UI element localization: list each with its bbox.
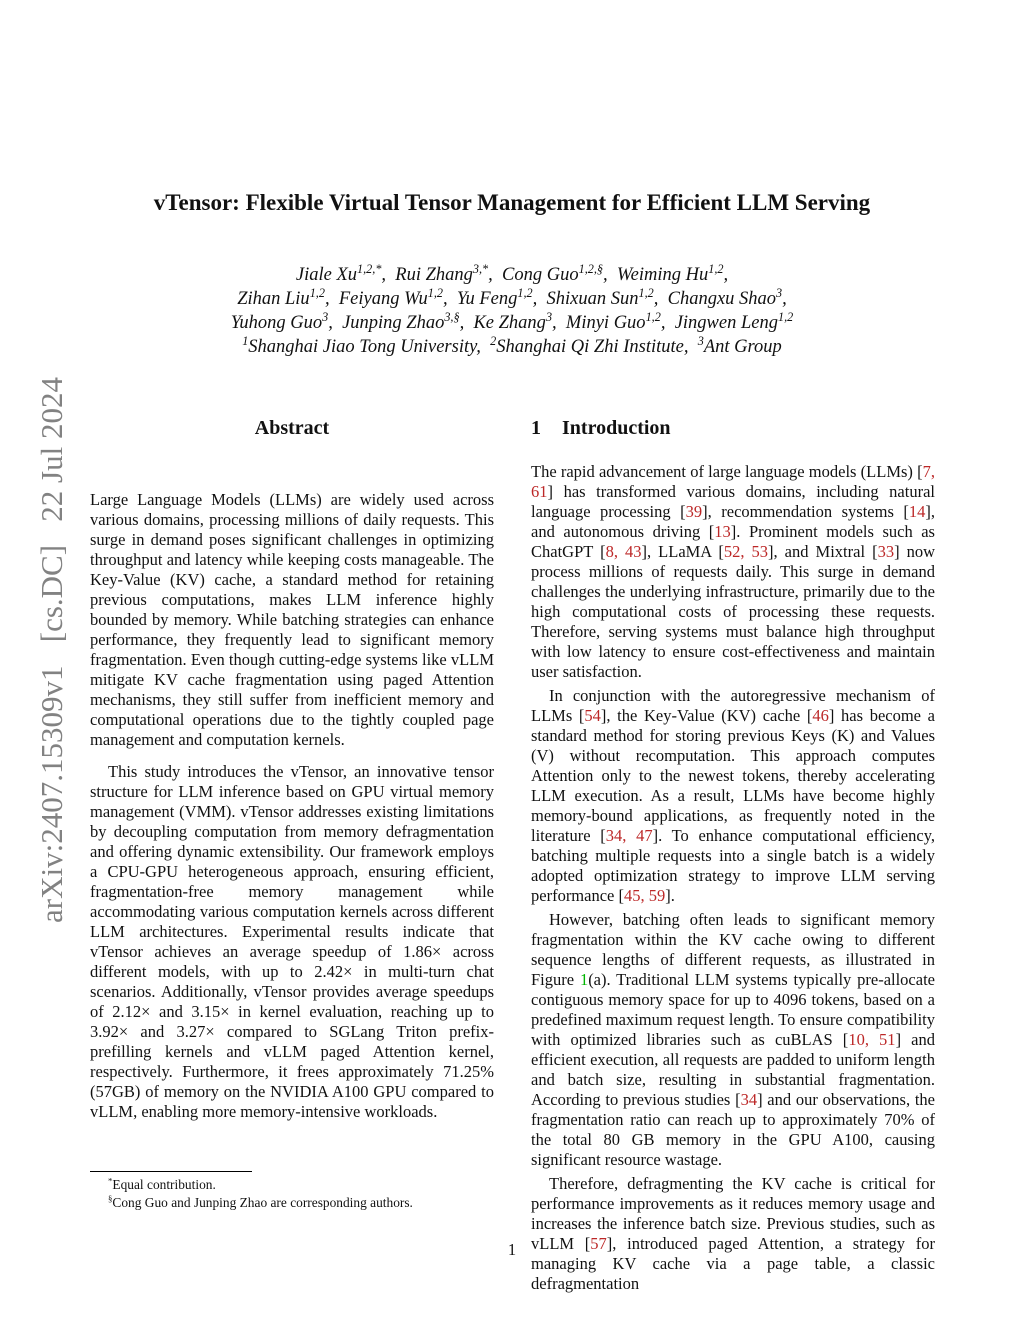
text-segment: ,: [459, 313, 474, 333]
abstract-heading: Abstract: [254, 417, 330, 439]
intro-paragraph-2: [531, 686, 935, 906]
text-segment: Changxu Shao: [667, 289, 777, 309]
text-segment: ] now process millions of requests daily. This surge in demand challenges the underlying infrastructure, primarily due to the high computational costs of processing these requests. Therefore, serving systems must balance high throughput with low latency to ensure cost-effectiveness and maintain user satisfaction.: [531, 542, 936, 681]
footnote-equal-contribution: [90, 1176, 494, 1194]
superscript: 1,2,*: [357, 261, 382, 276]
superscript: 1,2: [777, 309, 794, 324]
text-segment: ], LLaMA [: [641, 542, 724, 561]
left-column: [90, 415, 494, 1134]
superscript: 3: [322, 309, 329, 324]
text-segment: In conjunction with the autoregressive mechanism of LLMs [: [531, 686, 935, 725]
text-segment: (a). Traditional LLM systems typically pre-allocate contiguous memory space for up to 4096 tokens, based on a predefined maximum request length. To ensure compatibility with optimized libraries such as cuBLAS [: [531, 970, 935, 1049]
abstract-paragraph-1: [90, 490, 494, 750]
author-block: [0, 263, 1024, 359]
superscript: 1: [242, 333, 249, 348]
superscript: 3: [545, 309, 553, 324]
text-segment: Shanghai Jiao Tong University,: [248, 337, 491, 357]
citation-link[interactable]: 46: [812, 706, 829, 725]
text-segment: ] has transformed various domains, including natural language processing [: [531, 482, 935, 521]
text-segment: ], and autonomous driving [: [531, 502, 935, 541]
text-segment: Ant Group: [703, 337, 782, 357]
citation-link[interactable]: 7, 61: [531, 462, 935, 501]
superscript: §: [108, 1193, 113, 1204]
text-segment: ].: [665, 886, 675, 905]
paper-title: vTensor: Flexible Virtual Tensor Management for Efficient LLM Serving: [153, 190, 871, 215]
citation-link[interactable]: 39: [685, 502, 703, 521]
text-segment: ,: [603, 265, 617, 285]
author-line-1: [0, 263, 1024, 287]
superscript: 2: [490, 333, 497, 348]
text-segment: ,: [552, 313, 566, 333]
text-segment: ,: [328, 313, 343, 333]
text-segment: Yu Feng: [456, 289, 518, 309]
footnote-corresponding-authors: [90, 1194, 494, 1212]
intro-paragraph-4: [531, 1174, 935, 1294]
text-segment: Feiyang Wu: [338, 289, 428, 309]
text-segment: ,: [442, 289, 457, 309]
text-segment: Large Language Models (LLMs) are widely used across various domains, processing millions of daily requests. This surge in demand poses significant challenges in optimizing throughput and latency while keeping costs manageable. The Key-Value (KV) cache, a standard method for retaining previous computations, makes LLM inference highly bounded by memory. While batching strategies can enhance performance, they frequently lead to significant memory fragmentation. Even though cutting-edge systems like vLLM mitigate KV cache fragmentation using paged Attention mechanisms, they still suffer from inefficient memory and computational operations due to the tightly coupled page management and computation kernels.: [90, 490, 494, 749]
text-segment: Ke Zhang: [473, 313, 546, 333]
intro-paragraph-1: [531, 462, 935, 682]
section-title: Introduction: [562, 417, 671, 439]
superscript: 1,2: [638, 285, 654, 300]
text-segment: Rui Zhang: [395, 265, 473, 285]
arxiv-watermark: arXiv:2407.15309v1 [cs.DC] 22 Jul 2024: [34, 377, 69, 923]
superscript: 3,§: [444, 309, 460, 324]
text-segment: Yuhong Guo: [230, 313, 323, 333]
section-number: 1: [531, 417, 541, 439]
text-segment: Cong Guo and Junping Zhao are corresponding authors.: [112, 1195, 413, 1210]
author-line-2: [0, 287, 1024, 311]
superscript: 1,2: [427, 285, 443, 300]
text-segment: This study introduces the vTensor, an innovative tensor structure for LLM inference based on GPU virtual memory management (VMM). vTensor addresses existing limitations by decoupling computation from memory defragmentation and offering dynamic extensibility. Our framework employs a CPU-GPU heterogeneous approach, ensuring efficient, fragmentation-free memory management while accommodating various computation kernels across different LLM architectures. Experimental results indicate that vTensor achieves an average speedup of 1.86× across different models, with up to 2.42× in multi-turn chat scenarios. Additionally, vTensor provides average speedups of 2.12× and 3.15× in kernel evaluation, reaching up to 3.92× and 3.27× compared to SGLang Triton prefix-prefilling kernels and vLLM paged Attention kernel, respectively. Furthermore, it frees approximately 71.25% (57GB) of memory on the NVIDIA A100 GPU compared to vLLM, enabling more memory-intensive workloads.: [90, 762, 494, 1121]
text-segment: Junping Zhao: [342, 313, 445, 333]
superscript: 1,2: [645, 309, 661, 324]
text-segment: ]. To enhance computational efficiency, batching multiple requests into a single batch is a widely adopted optimization strategy to improve LLM serving performance [: [531, 826, 936, 905]
abstract-paragraph-2: [90, 762, 494, 1122]
citation-link[interactable]: 34, 47: [605, 826, 653, 845]
text-segment: ], the Key-Value (KV) cache [: [600, 706, 813, 725]
superscript: 3: [776, 285, 783, 300]
text-segment: ,: [324, 289, 339, 309]
affiliation-line: [0, 335, 1024, 359]
text-segment: ,: [723, 265, 729, 285]
superscript: 1,2: [517, 285, 533, 300]
right-column: [531, 415, 935, 1298]
page-number: 1: [507, 1240, 517, 1259]
superscript: 3,*: [472, 261, 489, 276]
text-segment: ,: [782, 289, 787, 309]
text-segment: ], and Mixtral [: [768, 542, 878, 561]
superscript: 3: [697, 333, 704, 348]
author-line-3: [0, 311, 1024, 335]
introduction-heading: [531, 415, 935, 441]
superscript: *: [108, 1175, 113, 1186]
text-segment: ], introduced paged Attention, a strategy for managing KV cache via a page table, a classic defragmentation: [531, 1234, 935, 1293]
text-segment: Zihan Liu: [237, 289, 310, 309]
footnote-block: [90, 1171, 494, 1212]
text-segment: Therefore, defragmenting the KV cache is critical for performance improvements as it reduces memory usage and increases the inference batch size. Previous studies, such as vLLM [: [531, 1174, 935, 1253]
text-segment: Cong Guo: [502, 265, 579, 285]
superscript: 1,2,§: [578, 261, 604, 276]
text-segment: Weiming Hu: [616, 265, 709, 285]
text-segment: However, batching often leads to significant memory fragmentation within the KV cache owing to different sequence lengths of different requests, as illustrated in Figure: [531, 910, 935, 989]
text-segment: Shanghai Qi Zhi Institute,: [496, 337, 698, 357]
text-segment: ]. Prominent models such as ChatGPT [: [531, 522, 935, 561]
citation-link[interactable]: 33: [877, 542, 895, 561]
text-segment: ,: [660, 313, 675, 333]
figure-ref-link[interactable]: 1: [579, 970, 589, 989]
citation-link[interactable]: 13: [714, 522, 731, 541]
superscript: 1,2: [309, 285, 325, 300]
intro-paragraph-3: [531, 910, 935, 1170]
text-segment: ,: [488, 265, 503, 285]
text-segment: ,: [381, 265, 396, 285]
text-segment: ], recommendation systems [: [702, 502, 909, 521]
text-segment: The rapid advancement of large language models (LLMs) [: [531, 462, 923, 481]
citation-link[interactable]: 57: [590, 1234, 607, 1253]
footnote-rule: [90, 1171, 252, 1172]
text-segment: ,: [532, 289, 547, 309]
citation-link[interactable]: 8, 43: [605, 542, 642, 561]
text-segment: Equal contribution.: [112, 1177, 216, 1192]
text-segment: Jingwen Leng: [674, 313, 778, 333]
citation-link[interactable]: 34: [740, 1090, 758, 1109]
citation-link[interactable]: 54: [584, 706, 601, 725]
text-segment: ] has become a standard method for storing previous Keys (K) and Values (V) without recomputation. This approach computes Attention only to the newest tokens, thereby accelerating LLM execution. As a result, LLMs have become highly memory-bound applications, as frequently noted in the literature [: [531, 706, 935, 845]
citation-link[interactable]: 14: [908, 502, 926, 521]
superscript: 1,2: [708, 261, 724, 276]
text-segment: ,: [653, 289, 668, 309]
text-segment: ] and efficient execution, all requests are padded to uniform length and batch size, resulting in substantial fragmentation. According to previous studies [: [531, 1030, 935, 1109]
text-segment: Shixuan Sun: [546, 289, 639, 309]
text-segment: Minyi Guo: [565, 313, 646, 333]
text-segment: ] and our observations, the fragmentation ratio can reach up to approximately 70% of the total 80 GB memory in the GPU A100, causing significant resource wastage.: [531, 1090, 935, 1169]
text-segment: Jiale Xu: [295, 265, 358, 285]
citation-link[interactable]: 45, 59: [623, 886, 666, 905]
citation-link[interactable]: 52, 53: [723, 542, 769, 561]
citation-link[interactable]: 10, 51: [848, 1030, 896, 1049]
